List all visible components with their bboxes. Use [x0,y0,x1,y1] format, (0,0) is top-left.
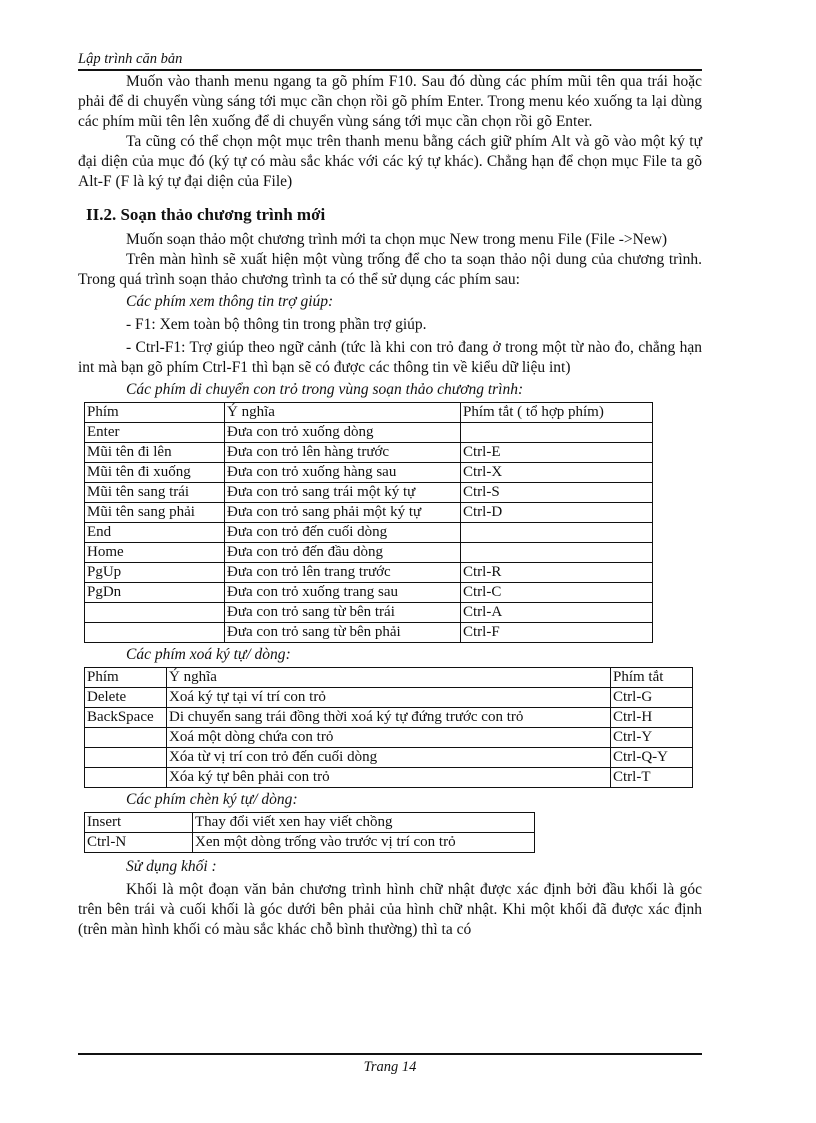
move-header-row [85,403,653,423]
page-footer: Trang 14 [78,1053,702,1076]
table-cell: End [85,523,225,543]
table-cell: Xen một dòng trống vào trước vị trí con trỏ [193,833,535,853]
table-cell: Ctrl-T [611,768,693,788]
table-cell: Xoá một dòng chứa con trỏ [167,728,611,748]
move-keys-label: Các phím di chuyển con trỏ trong vùng soạn thảo chương trình: [126,381,524,398]
table-cell: Ctrl-D [461,503,653,523]
table-cell: Insert [85,813,193,833]
table-cell [85,748,167,768]
delete-keys-table [84,667,693,788]
table-row [85,523,653,543]
table-row [85,833,535,853]
table-cell [461,423,653,443]
table-cell: Đưa con trỏ sang phải một ký tự [225,503,461,523]
table-row [85,813,535,833]
table-row [85,563,653,583]
table-cell: Đưa con trỏ đến cuối dòng [225,523,461,543]
help-label: Các phím xem thông tin trợ giúp: [126,293,334,310]
table-cell: Home [85,543,225,563]
delete-keys-label: Các phím xoá ký tự/ dòng: [126,646,291,663]
table-row [85,768,693,788]
table-cell: Đưa con trỏ xuống hàng sau [225,463,461,483]
table-cell: Ctrl-A [461,603,653,623]
delete-header-row [85,668,693,688]
table-cell [461,543,653,563]
table-cell: Đưa con trỏ sang từ bên phải [225,623,461,643]
help-item-ctrl-f1: - Ctrl-F1: Trợ giúp theo ngữ cảnh (tức là khi con trỏ đang ở trong một từ nào đo, chẳng hạn int mà bạn gõ phím Ctrl-F1 thì bạn sẽ có được các thông tin về kiểu dữ liệu int) [78,339,702,376]
section-title: II.2. Soạn thảo chương trình mới [86,205,326,224]
body-paragraph-2: Trên màn hình sẽ xuất hiện một vùng trống để cho ta soạn thảo nội dung của chương trình. Trong quá trình soạn thảo chương trình ta có thể sử dụng các phím sau: [78,251,702,288]
table-cell: Ctrl-S [461,483,653,503]
table-cell: Ctrl-R [461,563,653,583]
table-cell: Mũi tên sang phải [85,503,225,523]
table-cell: Xóa ký tự bên phải con trỏ [167,768,611,788]
table-row [85,503,653,523]
move-header-cell: Phím tắt ( tổ hợp phím) [461,403,653,423]
insert-keys-table [84,812,535,853]
table-row [85,463,653,483]
table-cell: Đưa con trỏ đến đầu dòng [225,543,461,563]
table-cell [461,523,653,543]
table-cell: Ctrl-H [611,708,693,728]
page-content [78,72,702,940]
table-cell: Enter [85,423,225,443]
table-cell: Đưa con trỏ lên trang trước [225,563,461,583]
table-cell: Mũi tên sang trái [85,483,225,503]
table-row [85,443,653,463]
table-row [85,688,693,708]
table-cell: BackSpace [85,708,167,728]
table-row [85,623,653,643]
table-cell: Ctrl-G [611,688,693,708]
table-cell: Đưa con trỏ sang trái một ký tự [225,483,461,503]
table-row [85,583,653,603]
table-cell: Ctrl-X [461,463,653,483]
table-cell: Ctrl-Y [611,728,693,748]
table-cell: Delete [85,688,167,708]
table-cell: Đưa con trỏ sang từ bên trái [225,603,461,623]
table-cell: Đưa con trỏ lên hàng trước [225,443,461,463]
move-header-cell: Ý nghĩa [225,403,461,423]
table-cell: Xóa từ vị trí con trỏ đến cuối dòng [167,748,611,768]
table-cell [85,623,225,643]
table-cell: Mũi tên đi xuống [85,463,225,483]
table-cell: Đưa con trỏ xuống trang sau [225,583,461,603]
block-paragraph: Khối là một đoạn văn bản chương trình hình chữ nhật được xác định bởi đầu khối là góc trên bên trái và cuối khối là góc dưới bên phải của hình chữ nhật. Khi một khối đã được xác định (trên màn hình khối có màu sắc khác chỗ bình thường) thì ta có [78,881,702,938]
delete-header-cell: Phím tắt [611,668,693,688]
move-header-cell: Phím [85,403,225,423]
table-cell: Ctrl-C [461,583,653,603]
table-cell: Ctrl-E [461,443,653,463]
delete-header-cell: Ý nghĩa [167,668,611,688]
table-cell: Mũi tên đi lên [85,443,225,463]
table-row [85,748,693,768]
table-cell [85,768,167,788]
insert-keys-label: Các phím chèn ký tự/ dòng: [126,791,298,808]
table-cell: Đưa con trỏ xuống dòng [225,423,461,443]
table-cell [85,603,225,623]
table-cell: Ctrl-F [461,623,653,643]
table-row [85,708,693,728]
block-label: Sử dụng khối : [126,858,217,875]
table-cell: PgUp [85,563,225,583]
intro-paragraph-1: Muốn vào thanh menu ngang ta gõ phím F10. Sau đó dùng các phím mũi tên qua trái hoặc phải để di chuyển vùng sáng tới mục cần chọn rồi gõ phím Enter. Trong menu kéo xuống ta lại dùng các phím mũi tên lên xuống để di chuyển vùng sáng tới mục cần chọn rồi gõ Enter. [78,73,702,130]
help-item-f1: - F1: Xem toàn bộ thông tin trong phần trợ giúp. [126,316,427,333]
table-row [85,423,653,443]
table-row [85,543,653,563]
table-row [85,483,653,503]
table-row [85,603,653,623]
table-cell: Ctrl-Q-Y [611,748,693,768]
table-cell: Di chuyển sang trái đồng thời xoá ký tự đứng trước con trỏ [167,708,611,728]
table-cell: Xoá ký tự tại ví trí con trỏ [167,688,611,708]
delete-header-cell: Phím [85,668,167,688]
intro-paragraph-2: Ta cũng có thể chọn một mục trên thanh menu bằng cách giữ phím Alt và gõ vào một ký tự đại diện của mục đó (ký tự có màu sắc khác với các ký tự khác). Chẳng hạn để chọn mục File ta gõ Alt-F (F là ký tự đại diện của File) [78,133,702,190]
page-header: Lập trình căn bản [78,50,702,71]
table-cell: Ctrl-N [85,833,193,853]
table-row [85,728,693,748]
move-keys-table [84,402,653,643]
body-paragraph-1: Muốn soạn thảo một chương trình mới ta chọn mục New trong menu File (File ->New) [126,231,668,248]
table-cell: PgDn [85,583,225,603]
table-cell: Thay đổi viết xen hay viết chồng [193,813,535,833]
table-cell [85,728,167,748]
